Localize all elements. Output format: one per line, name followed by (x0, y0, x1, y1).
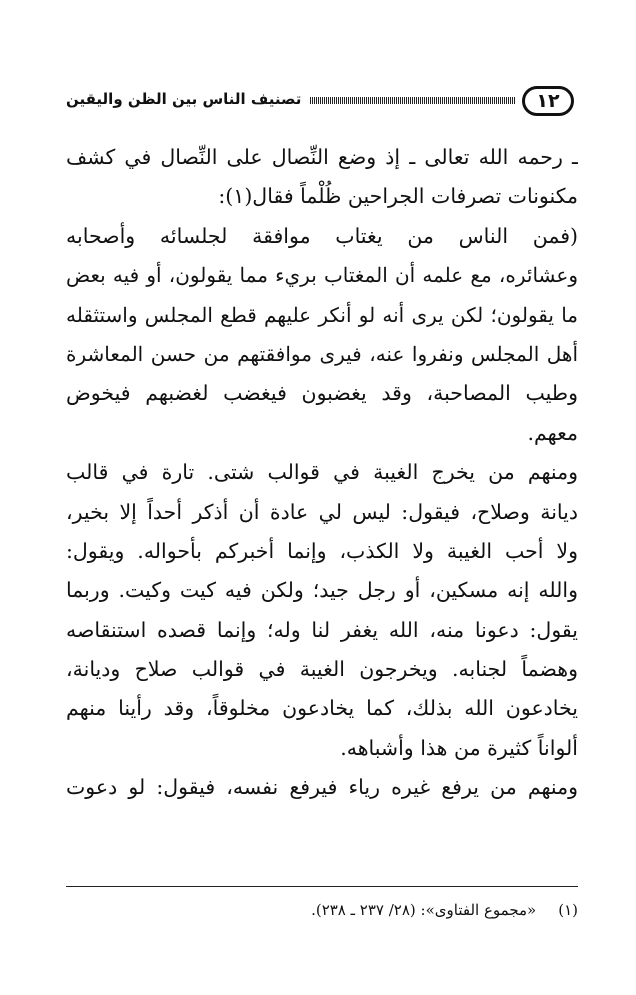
text-line: وهضماً لجنابه. ويخرجون الغيبة في قوالب صلاح وديانة، (66, 657, 578, 682)
text-line: وعشائره، مع علمه أن المغتاب بريء مما يقولون، أو فيه بعض (66, 263, 578, 288)
text-line: ومنهم من يرفع غيره رياء فيرفع نفسه، فيقول: لو دعوت (66, 775, 578, 800)
text-line: مكنونات تصرفات الجراحين ظُلْماً فقال(١): (218, 184, 578, 209)
text-line: أهل المجلس ونفروا عنه، فيرى موافقتهم من حسن المعاشرة (66, 341, 578, 366)
text-line: ولا أحب الغيبة ولا الكذب، وإنما أخبركم بأحواله. ويقول: (66, 538, 578, 563)
footnote (66, 896, 578, 924)
footnote-divider (66, 886, 578, 887)
text-line: ـ رحمه الله تعالى ـ إذ وضع النِّصال على النِّصال في كشف (66, 145, 578, 169)
text-line: ومنهم من يخرج الغيبة في قوالب شتى. تارة في قالب (66, 460, 578, 485)
header-ornament-rule (310, 97, 516, 104)
text-line: وطيب المصاحبة، وقد يغضبون فيغضب لغضبهم فيخوض (66, 381, 578, 406)
text-line: ما يقولون؛ لكن يرى أنه لو أنكر عليهم قطع المجلس واستثقله (66, 302, 578, 327)
text-line: والله إنه مسكين، أو رجل جيد؛ ولكن فيه كيت وكيت. وربما (66, 578, 578, 603)
text-line: (فمن الناس من يغتاب موافقة لجلسائه وأصحابه (66, 223, 578, 248)
page-number: ١٢ (522, 86, 574, 116)
footnote-text: «مجموع الفتاوى»: (٢٨/ ٢٣٧ ـ ٢٣٨). (311, 901, 537, 919)
page-header (66, 86, 574, 120)
text-line: ديانة وصلاح، فيقول: ليس لي عادة أن أذكر أحداً إلا بخير، (66, 499, 578, 524)
text-line: يقول: دعونا منه، الله يغفر لنا وله؛ وإنما قصده استنقاصه (66, 617, 578, 642)
body-text (66, 138, 578, 808)
text-line: ألواناً كثيرة من هذا وأشباهه. (340, 735, 578, 760)
running-title: تصنيف الناس بين الظن واليقين (66, 90, 302, 108)
text-line: يخادعون الله بذلك، كما يخادعون مخلوقاً، وقد رأينا منهم (66, 696, 578, 721)
text-line: معهم. (527, 420, 578, 445)
footnote-number: (١) (558, 901, 578, 919)
